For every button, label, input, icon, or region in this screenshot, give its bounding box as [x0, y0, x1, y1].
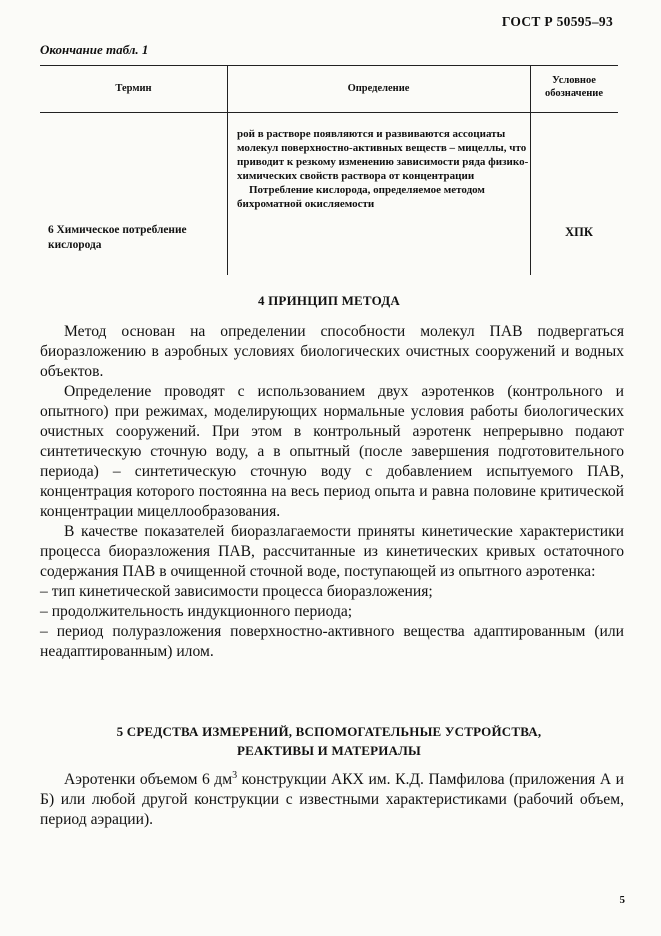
definition-continued: рой в растворе появляются и развиваются ассоциаты молекул поверхностно-активных веществ – мицеллы, что приводит к резкому изменению зависимости ряда физико-химических свойств раствора от концентрации	[237, 128, 529, 182]
definition-cell	[237, 127, 535, 211]
table-caption: Окончание табл. 1	[40, 42, 149, 57]
list-item: – период полуразложения поверхностно-активного вещества адаптированным (или неадаптированным) илом.	[40, 623, 624, 660]
section-5-body	[40, 766, 624, 830]
list-item: – тип кинетической зависимости процесса биоразложения;	[40, 583, 433, 600]
list-item: – продолжительность индукционного периода;	[40, 603, 353, 620]
paragraph: Определение проводят с использованием двух аэротенков (контрольного и опытного) при режимах, моделирующих нормальные условия работы биологических очистных сооружений. При этом в контрольный аэротенк непрерывно подают синтетическую сточную воду, а в опытный (после завершения подготовительного периода) – синтетическую сточную воду с добавлением испытуемого ПАВ, концентрация которого постоянна на весь период опыта и равна половине критической концентрации мицеллообразования.	[40, 383, 624, 520]
superscript: 3	[232, 770, 238, 781]
paragraph: В качестве показателей биоразлагаемости приняты кинетические характеристики процесса биоразложения ПАВ, рассчитанные из кинетических кривых остаточного содержания ПАВ в очищенной сточной воде, поступающей из опытного аэротенка:	[40, 523, 624, 580]
symbol-cell: ХПК	[565, 225, 593, 239]
paragraph	[40, 766, 624, 830]
column-header-term: Термин	[115, 83, 152, 94]
definition-cod: Потребление кислорода, определяемое методом бихроматной окисляемости	[237, 184, 485, 210]
section-5-title-line2: РЕАКТИВЫ И МАТЕРИАЛЫ	[236, 743, 421, 758]
paragraph-text: Аэротенки объемом 6 дм	[64, 771, 233, 789]
table-top-border	[40, 65, 618, 66]
section-5-title-line1: 5 СРЕДСТВА ИЗМЕРЕНИЙ, ВСПОМОГАТЕЛЬНЫЕ УСТРОЙСТВА,	[116, 724, 542, 739]
section-4-body	[40, 322, 624, 662]
section-5-title	[40, 722, 618, 760]
section-4-title: 4 ПРИНЦИП МЕТОДА	[257, 293, 401, 308]
paragraph: Метод основан на определении способности молекул ПАВ подвергаться биоразложению в аэробных условиях биологических очистных сооружений и водных объектов.	[40, 323, 624, 380]
table-header-border	[40, 112, 618, 113]
term-cell: 6 Химическое потребление кислорода	[48, 224, 187, 251]
standard-code: ГОСТ Р 50595–93	[501, 14, 613, 29]
page-number: 5	[619, 894, 625, 906]
paragraph-text: конструкции АКХ им. К.Д. Памфилова (приложения А и Б) или любой другой конструкции с известными характеристиками (рабочий объем, период аэрации).	[40, 771, 624, 829]
column-header-symbol: Условное обозначение	[544, 75, 604, 99]
column-header-definition: Определение	[347, 83, 410, 94]
column-divider	[227, 112, 228, 275]
